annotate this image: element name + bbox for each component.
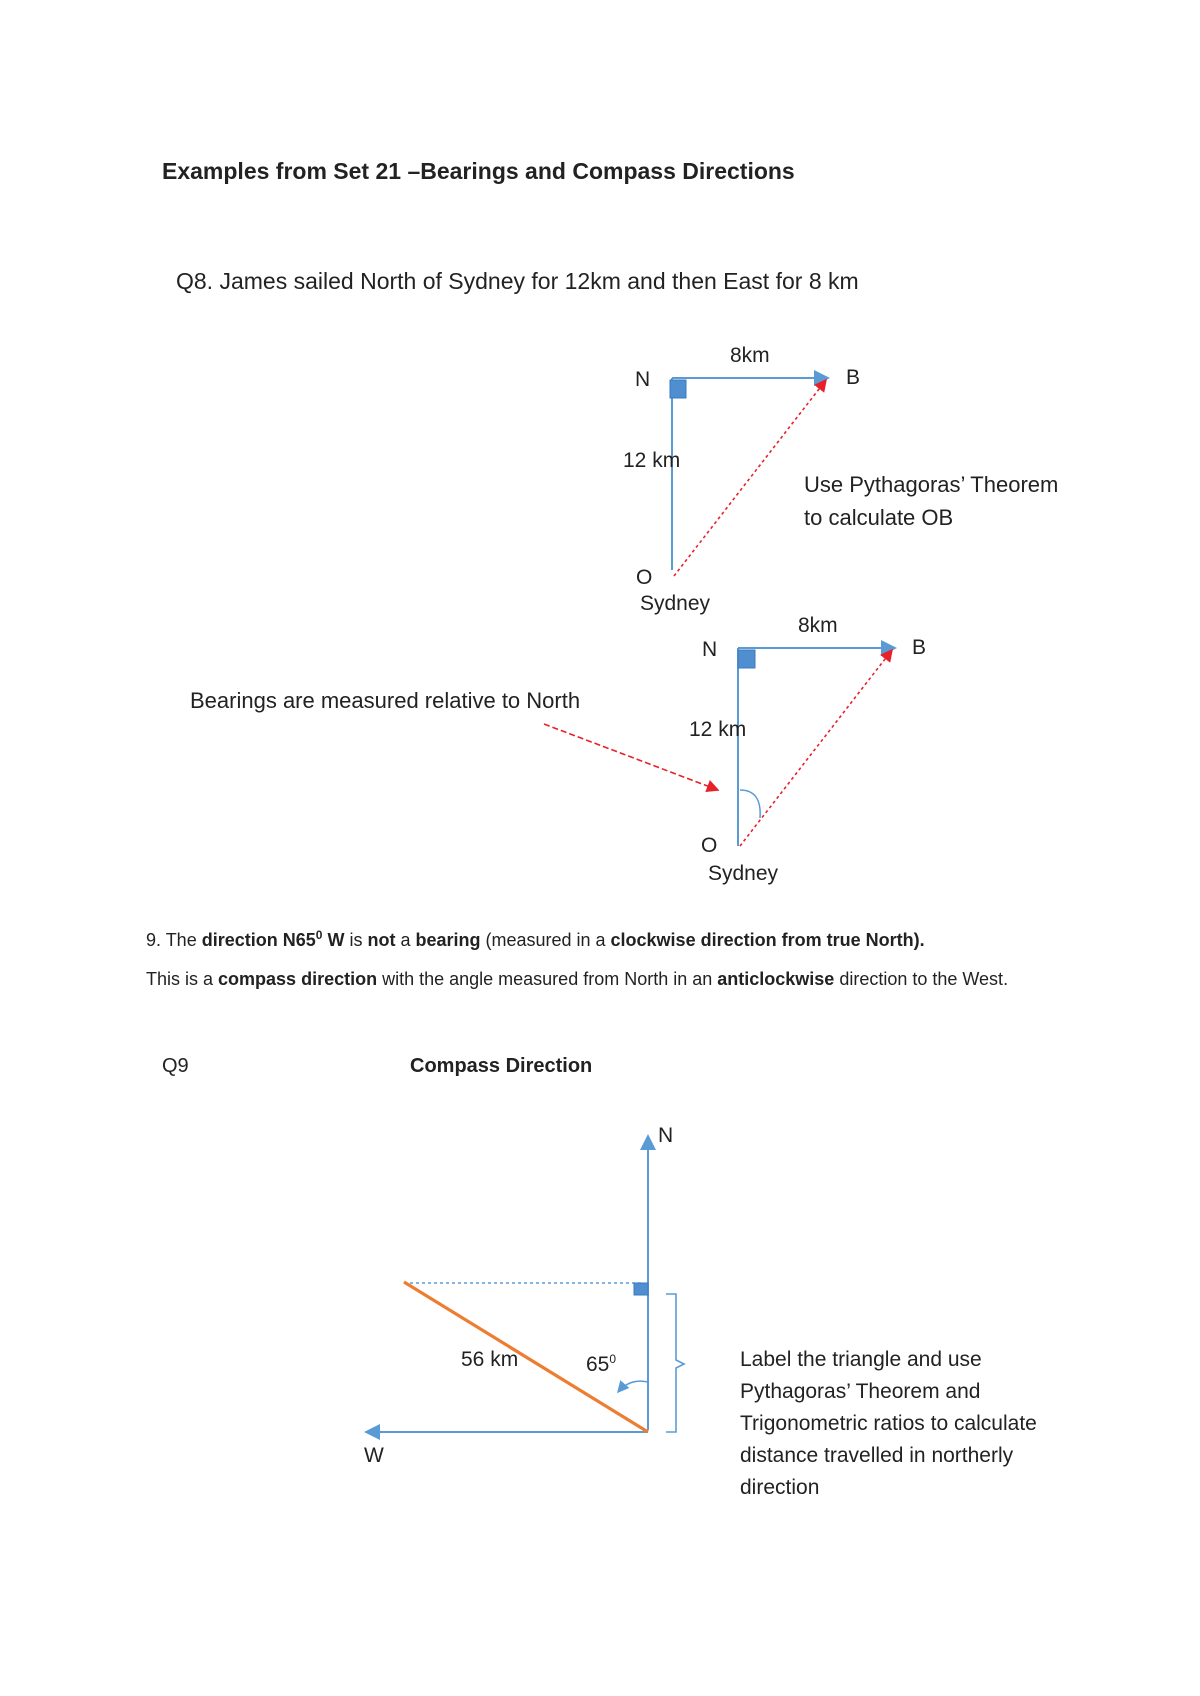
d2-label-start: Sydney [708,862,779,885]
d3-angle-arc [618,1381,648,1392]
d1-label-n: N [635,368,651,391]
d3-label-distance: 56 km [461,1348,519,1371]
q9-paragraph-2: This is a compass direction with the angle measured from North in an anticlockwise direction to the West. [146,969,1009,989]
d1-label-start: Sydney [640,592,711,615]
d3-label-n: N [658,1124,674,1147]
d2-angle-arc [740,790,760,818]
d2-label-east: 8km [798,614,838,637]
q9-heading: Compass Direction [410,1055,593,1077]
d1-label-b: B [846,366,861,389]
d1-label-north: 12 km [623,449,681,472]
d2-note: Bearings are measured relative to North [190,688,581,713]
d2-label-north: 12 km [689,718,747,741]
diagram3 [366,1136,684,1432]
d3-label-angle: $65^0$ [586,1352,617,1376]
q9-paragraph-1: 9. The direction $N65^0$ W is not a bearing (measured in a clockwise direction from true North). [146,928,925,950]
d1-right-angle-square [670,380,686,398]
d1-label-east: 8km [730,344,770,367]
d2-hypotenuse [740,650,892,846]
d2-right-angle-square [738,650,755,668]
diagram2 [544,648,895,846]
d3-right-angle-square [634,1283,648,1295]
d3-note: Label the triangle and use Pythagoras’ Theorem and Trigonometric ratios to calculate distance travelled in northerly direction [740,1348,1037,1499]
d1-note: Use Pythagoras’ Theorem to calculate OB [804,472,1059,530]
d2-label-b: B [912,636,927,659]
d3-brace [666,1294,684,1432]
page-title: Examples from Set 21 –Bearings and Compass Directions [162,158,795,184]
d2-label-o: O [701,834,718,857]
q8-question: Q8. James sailed North of Sydney for 12km and then East for 8 km [176,268,859,294]
d1-label-o: O [636,566,653,589]
q9-label: Q9 [162,1055,189,1077]
d2-label-n: N [702,638,718,661]
d3-label-w: W [364,1444,384,1467]
